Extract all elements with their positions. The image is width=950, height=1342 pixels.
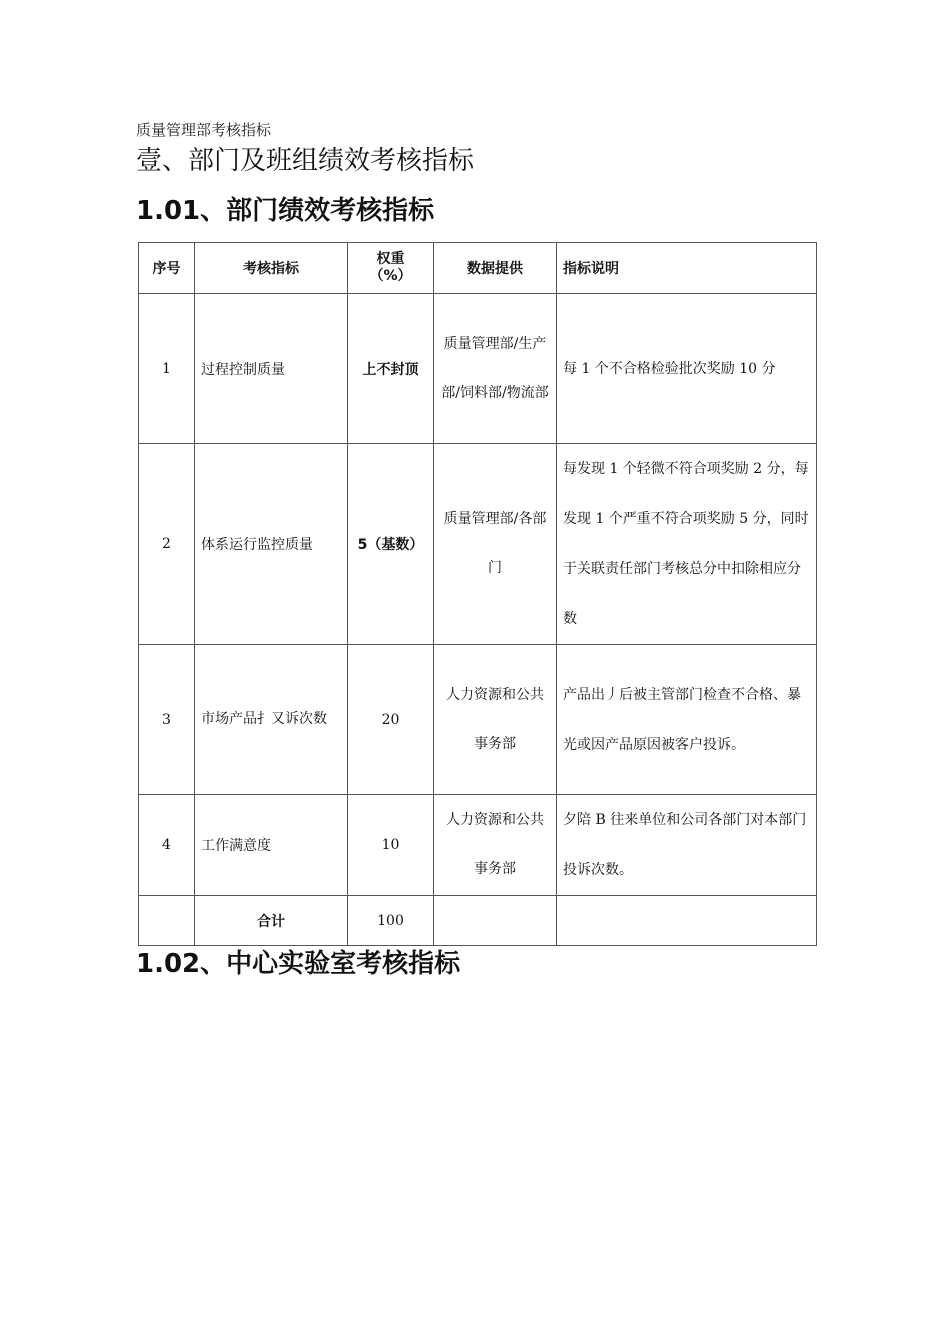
section-title-2: 1.02、中心实验室考核指标 xyxy=(136,949,461,979)
total-weight: 100 xyxy=(348,896,434,946)
row-no: 1 xyxy=(139,294,195,444)
page-label: 质量管理部考核指标 xyxy=(136,121,272,139)
row-weight: 上不封顶 xyxy=(348,294,434,444)
row-provider: 人力资源和公共事务部 xyxy=(434,795,557,896)
total-description-empty xyxy=(557,896,817,946)
header-provider: 数据提供 xyxy=(434,243,557,294)
section-title-1: 1.01、部门绩效考核指标 xyxy=(136,196,435,226)
row-no: 4 xyxy=(139,795,195,896)
row-provider: 质量管理部/各部门 xyxy=(434,444,557,645)
header-no: 序号 xyxy=(139,243,195,294)
row-no: 2 xyxy=(139,444,195,645)
metrics-table xyxy=(138,242,817,946)
table-row xyxy=(139,795,817,896)
header-indicator: 考核指标 xyxy=(195,243,348,294)
row-weight: 20 xyxy=(348,645,434,795)
row-weight: 10 xyxy=(348,795,434,896)
total-no-empty xyxy=(139,896,195,946)
row-indicator: 体系运行监控质量 xyxy=(195,444,348,645)
row-provider: 质量管理部/生产部/饲料部/物流部 xyxy=(434,294,557,444)
row-indicator: 市场产品扌又诉次数 xyxy=(195,645,348,795)
table-header-row xyxy=(139,243,817,294)
row-description: 产品出丿后被主管部门检查不合格、暴光或因产品原因被客户投诉。 xyxy=(557,645,817,795)
row-description: 每发现 1 个轻微不符合项奖励 2 分，每发现 1 个严重不符合项奖励 5 分，同时于关联责任部门考核总分中扣除相应分数 xyxy=(557,444,817,645)
row-no: 3 xyxy=(139,645,195,795)
total-provider-empty xyxy=(434,896,557,946)
table-row xyxy=(139,444,817,645)
row-indicator: 工作满意度 xyxy=(195,795,348,896)
row-indicator: 过程控制质量 xyxy=(195,294,348,444)
main-title: 壹、部门及班组绩效考核指标 xyxy=(136,146,475,176)
table-row xyxy=(139,294,817,444)
row-description: 夕陪 B 往来单位和公司各部门对本部门投诉次数。 xyxy=(557,795,817,896)
row-provider: 人力资源和公共事务部 xyxy=(434,645,557,795)
header-weight xyxy=(348,243,434,294)
header-weight-line1: 权重 xyxy=(376,251,405,267)
total-label: 合计 xyxy=(195,896,348,946)
header-description: 指标说明 xyxy=(557,243,817,294)
row-description: 每 1 个不合格检验批次奖励 10 分 xyxy=(557,294,817,444)
table-total-row xyxy=(139,896,817,946)
table-row xyxy=(139,645,817,795)
row-weight: 5（基数） xyxy=(348,444,434,645)
header-weight-line2: （%） xyxy=(369,268,412,284)
